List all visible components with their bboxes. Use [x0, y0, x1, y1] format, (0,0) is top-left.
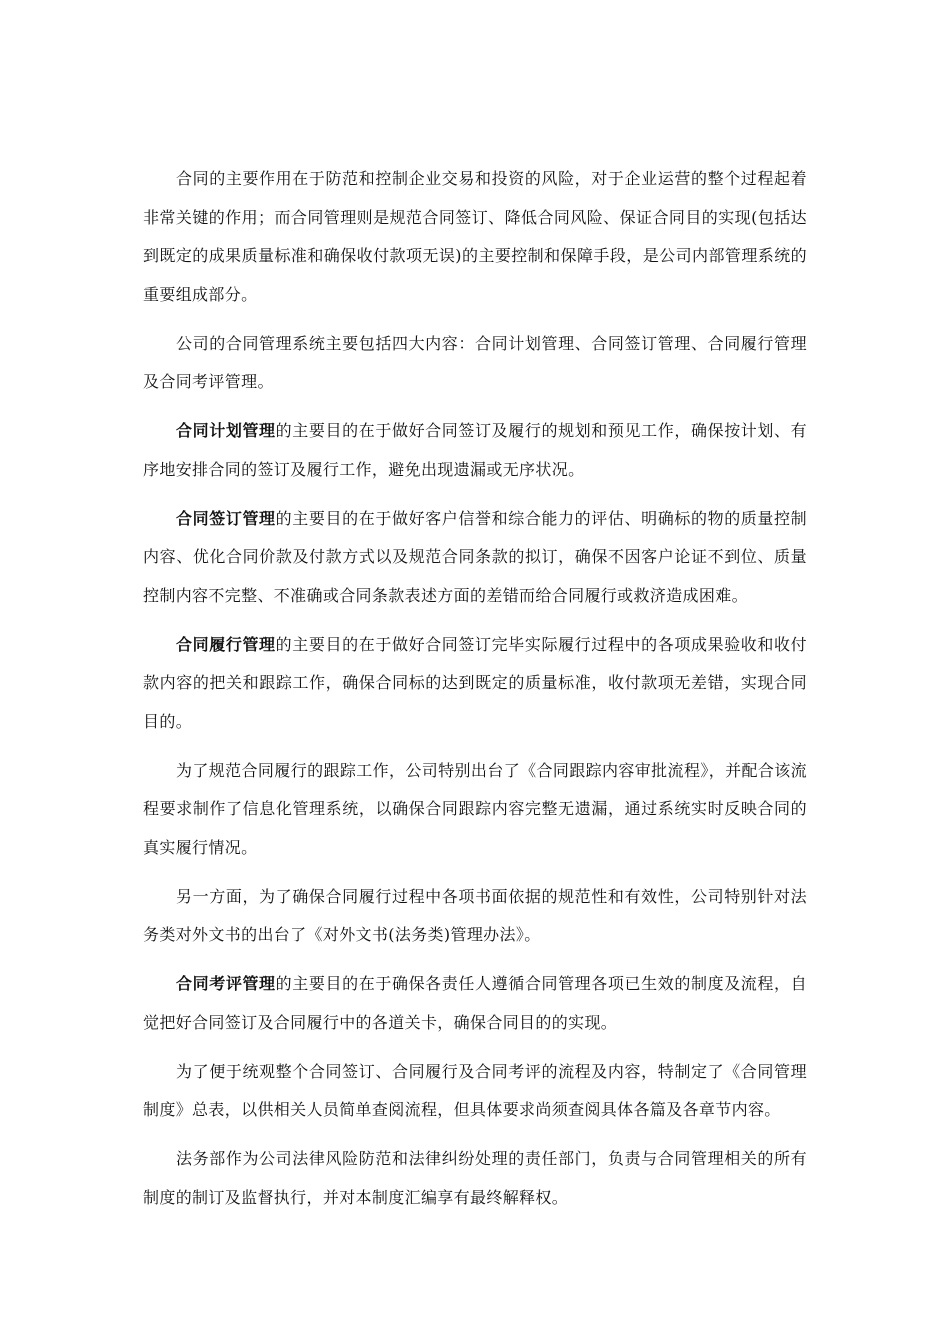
paragraph-9 [143, 1053, 807, 1130]
paragraph-2 [143, 325, 807, 402]
paragraph-7-text: 另一方面，为了确保合同履行过程中各项书面依据的规范性和有效性，公司特别针对法务类对外文书的出台了《对外文书(法务类)管理办法》。 [143, 886, 807, 944]
paragraph-6 [143, 752, 807, 868]
paragraph-3 [143, 412, 807, 489]
paragraph-5-bold: 合同履行管理 [176, 634, 276, 654]
paragraph-8-text: 的主要目的在于确保各责任人遵循合同管理各项已生效的制度及流程，自觉把好合同签订及合同履行中的各道关卡，确保合同目的的实现。 [143, 974, 807, 1032]
paragraph-6-text: 为了规范合同履行的跟踪工作，公司特别出台了《合同跟踪内容审批流程》，并配合该流程要求制作了信息化管理系统，以确保合同跟踪内容完整无遗漏，通过系统实时反映合同的真实履行情况。 [143, 760, 807, 857]
paragraph-1-text: 合同的主要作用在于防范和控制企业交易和投资的风险，对于企业运营的整个过程起着非常关键的作用；而合同管理则是规范合同签订、降低合同风险、保证合同目的实现(包括达到既定的成果质量标准和确保收付款项无误)的主要控制和保障手段，是公司内部管理系统的重要组成部分。 [143, 169, 807, 304]
paragraph-10-text: 法务部作为公司法律风险防范和法律纠纷处理的责任部门，负责与合同管理相关的所有制度的制订及监督执行，并对本制度汇编享有最终解释权。 [143, 1149, 807, 1207]
paragraph-4-text: 的主要目的在于做好客户信誉和综合能力的评估、明确标的物的质量控制内容、优化合同价款及付款方式以及规范合同条款的拟订，确保不因客户论证不到位、质量控制内容不完整、不准确或合同条款表述方面的差错而给合同履行或救济造成困难。 [143, 508, 807, 605]
paragraph-4 [143, 500, 807, 616]
paragraph-10 [143, 1140, 807, 1217]
paragraph-1 [143, 160, 807, 314]
paragraph-3-text: 的主要目的在于做好合同签订及履行的规划和预见工作，确保按计划、有序地安排合同的签订及履行工作，避免出现遗漏或无序状况。 [143, 421, 807, 479]
paragraph-8 [143, 965, 807, 1042]
paragraph-8-bold: 合同考评管理 [176, 974, 276, 993]
paragraph-7 [143, 878, 807, 955]
paragraph-5-text: 的主要目的在于做好合同签订完毕实际履行过程中的各项成果验收和收付款内容的把关和跟踪工作，确保合同标的达到既定的质量标准，收付款项无差错，实现合同目的。 [143, 634, 807, 731]
paragraph-3-bold: 合同计划管理 [176, 421, 276, 440]
paragraph-5 [143, 626, 807, 742]
paragraph-4-bold: 合同签订管理 [176, 508, 276, 528]
document-page [143, 160, 807, 1228]
paragraph-9-text: 为了便于统观整个合同签订、合同履行及合同考评的流程及内容，特制定了《合同管理制度》总表，以供相关人员简单查阅流程，但具体要求尚须查阅具体各篇及各章节内容。 [143, 1061, 807, 1119]
paragraph-2-text: 公司的合同管理系统主要包括四大内容：合同计划管理、合同签订管理、合同履行管理及合同考评管理。 [143, 333, 807, 391]
